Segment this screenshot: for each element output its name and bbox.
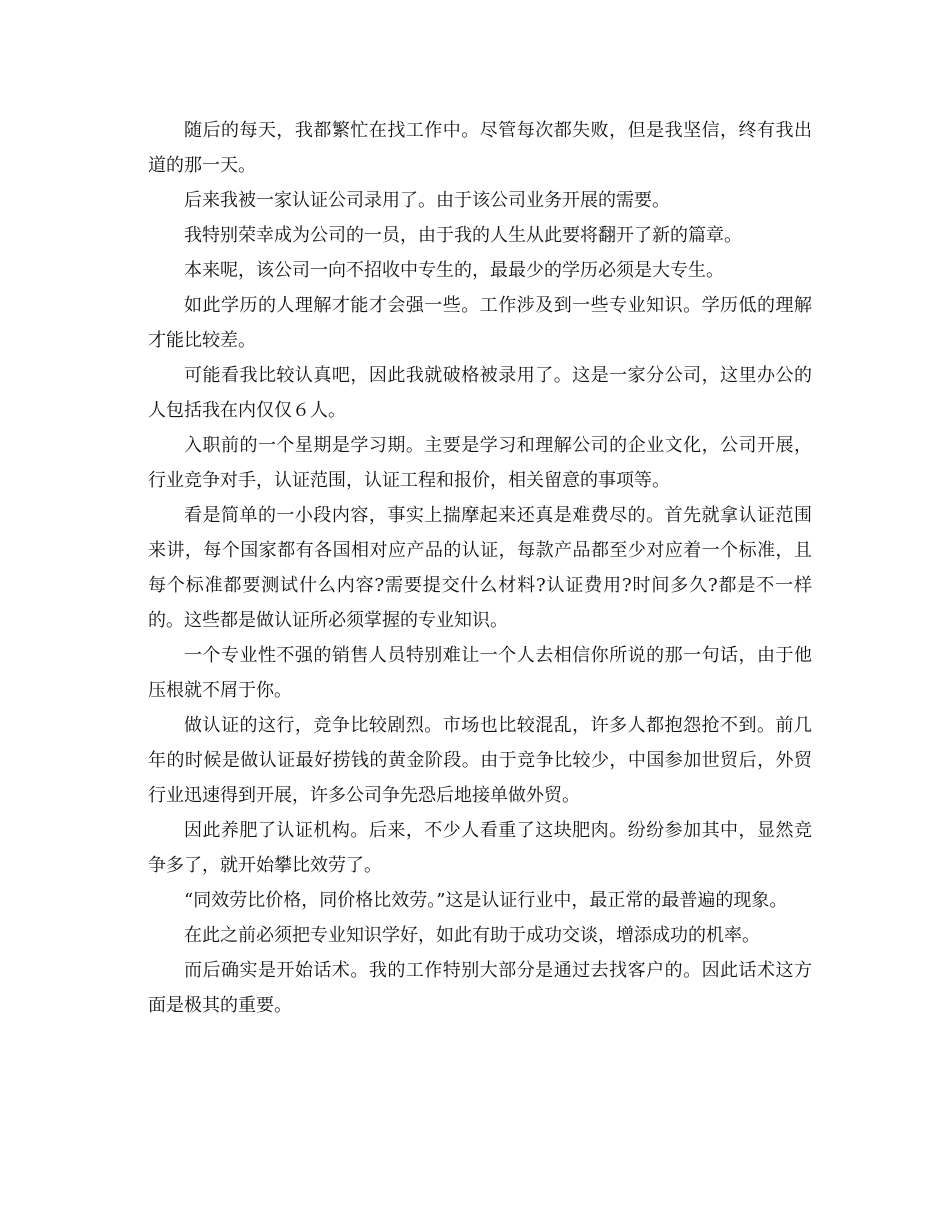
paragraph-11: 因此养肥了认证机构。后来，不少人看重了这块肥肉。纷纷参加其中，显然竞争多了，就开始攀比效劳了。 <box>148 820 812 876</box>
paragraph-6: 可能看我比较认真吧，因此我就破格被录用了。这是一家分公司，这里办公的人包括我在内仅仅６人。 <box>148 365 812 421</box>
paragraph-13: 在此之前必须把专业知识学好，如此有助于成功交谈，增添成功的机率。 <box>184 925 760 946</box>
paragraph-2: 后来我被一家认证公司录用了。由于该公司业务开展的需要。 <box>184 190 670 211</box>
paragraph-3: 我特别荣幸成为公司的一员，由于我的人生从此要将翻开了新的篇章。 <box>184 225 742 246</box>
paragraph-1: 随后的每天，我都繁忙在找工作中。尽管每次都失败，但是我坚信，终有我出道的那一天。 <box>148 120 812 176</box>
paragraph-7: 入职前的一个星期是学习期。主要是学习和理解公司的企业文化，公司开展，行业竞争对手，认证范围，认证工程和报价，相关留意的事项等。 <box>148 435 812 491</box>
paragraph-4: 本来呢，该公司一向不招收中专生的，最最少的学历必须是大专生。 <box>184 260 724 281</box>
paragraph-10: 做认证的这行，竞争比较剧烈。市场也比较混乱，许多人都抱怨抢不到。前几年的时候是做认证最好捞钱的黄金阶段。由于竞争比较少，中国参加世贸后，外贸行业迅速得到开展，许多公司争先恐后地接单做外贸。 <box>148 715 812 806</box>
paragraph-12: “同效劳比价格，同价格比效劳。”这是认证行业中，最正常的最普遍的现象。 <box>184 890 788 911</box>
paragraph-5: 如此学历的人理解才能才会强一些。工作涉及到一些专业知识。学历低的理解才能比较差。 <box>148 295 812 351</box>
paragraph-8: 看是简单的一小段内容，事实上揣摩起来还真是难费尽的。首先就拿认证范围来讲，每个国家都有各国相对应产品的认证，每款产品都至少对应着一个标准，且每个标准都要测试什么内容?需要提交什么材料?认证费用?时间多久?都是不一样的。这些都是做认证所必须掌握的专业知识。 <box>148 505 812 631</box>
paragraph-14: 而后确实是开始话术。我的工作特别大部分是通过去找客户的。因此话术这方面是极其的重要。 <box>148 960 812 1016</box>
paragraph-9: 一个专业性不强的销售人员特别难让一个人去相信你所说的那一句话，由于他压根就不屑于你。 <box>148 645 812 701</box>
document-body <box>148 113 812 1023</box>
